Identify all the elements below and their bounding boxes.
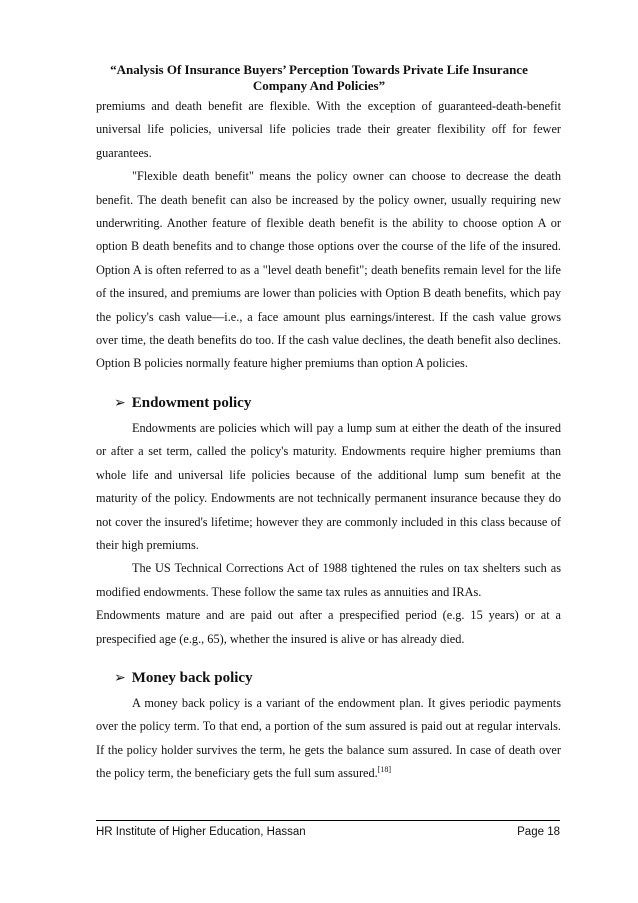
paragraph: The US Technical Corrections Act of 1988 tightened the rules on tax shelters such as modified endowments. These follow the same tax rules as annuities and IRAs. (96, 561, 561, 599)
paragraph: Endowments are policies which will pay a lump sum at either the death of the insured or after a set term, called the policy's maturity. Endowments require higher premiums than whole life and universal life policies because of the additional lump sum benefit at the maturity of the policy. Endowments are not technically permanent insurance because they do not cover the insured's lifetime; however they are commonly included in this class because of their high premiums. (96, 420, 561, 552)
heading-label: Money back policy (131, 669, 253, 686)
running-header (90, 62, 548, 94)
page-footer (96, 820, 560, 838)
paragraph: Endowments mature and are paid out after a prespecified period (e.g. 15 years) or at a prespecified age (e.g., 65), whether the insured is alive or has already died. (96, 608, 561, 646)
section-heading-money-back (96, 668, 561, 688)
footer-institute: HR Institute of Higher Education, Hassan (96, 826, 306, 838)
citation: [18] (377, 765, 392, 775)
paragraph: "Flexible death benefit" means the policy owner can choose to decrease the death benefit. The death benefit can also be increased by the policy owner, usually requiring new underwriting. Another feature of flexible death benefit is the ability to choose option A or option B death benefits and to change those options over the course of the life of the insured. Option A is often referred to as a "level death benefit"; death benefits remain level for the life of the insured, and premiums are lower than policies with Option B death benefits, which pay the policy's cash value—i.e., a face amount plus earnings/interest. If the cash value grows over time, the death benefits do too. If the cash value declines, the death benefit also declines. Option B policies normally feature higher premiums than option A policies. (96, 169, 561, 371)
header-title-line2: Company And Policies” (252, 78, 386, 93)
arrow-bullet-icon: ➢ (114, 394, 126, 411)
paragraph: premiums and death benefit are flexible. With the exception of guaranteed-death-benefit universal life policies, universal life policies trade their greater flexibility off for fewer guarantees. (96, 99, 561, 160)
footer-page-number: Page 18 (517, 826, 560, 838)
paragraph (96, 692, 561, 786)
header-title-line1: “Analysis Of Insurance Buyers’ Perception Towards Private Life Insurance (110, 62, 528, 77)
body-text (96, 95, 561, 786)
heading-label: Endowment policy (131, 394, 252, 411)
arrow-bullet-icon: ➢ (114, 669, 126, 686)
paragraph-text: A money back policy is a variant of the endowment plan. It gives periodic payments over the policy term. To that end, a portion of the sum assured is paid out at regular intervals. If the policy holder survives the term, he gets the balance sum assured. In case of death over the policy term, the beneficiary gets the full sum assured. (96, 695, 561, 781)
section-heading-endowment (96, 393, 561, 413)
